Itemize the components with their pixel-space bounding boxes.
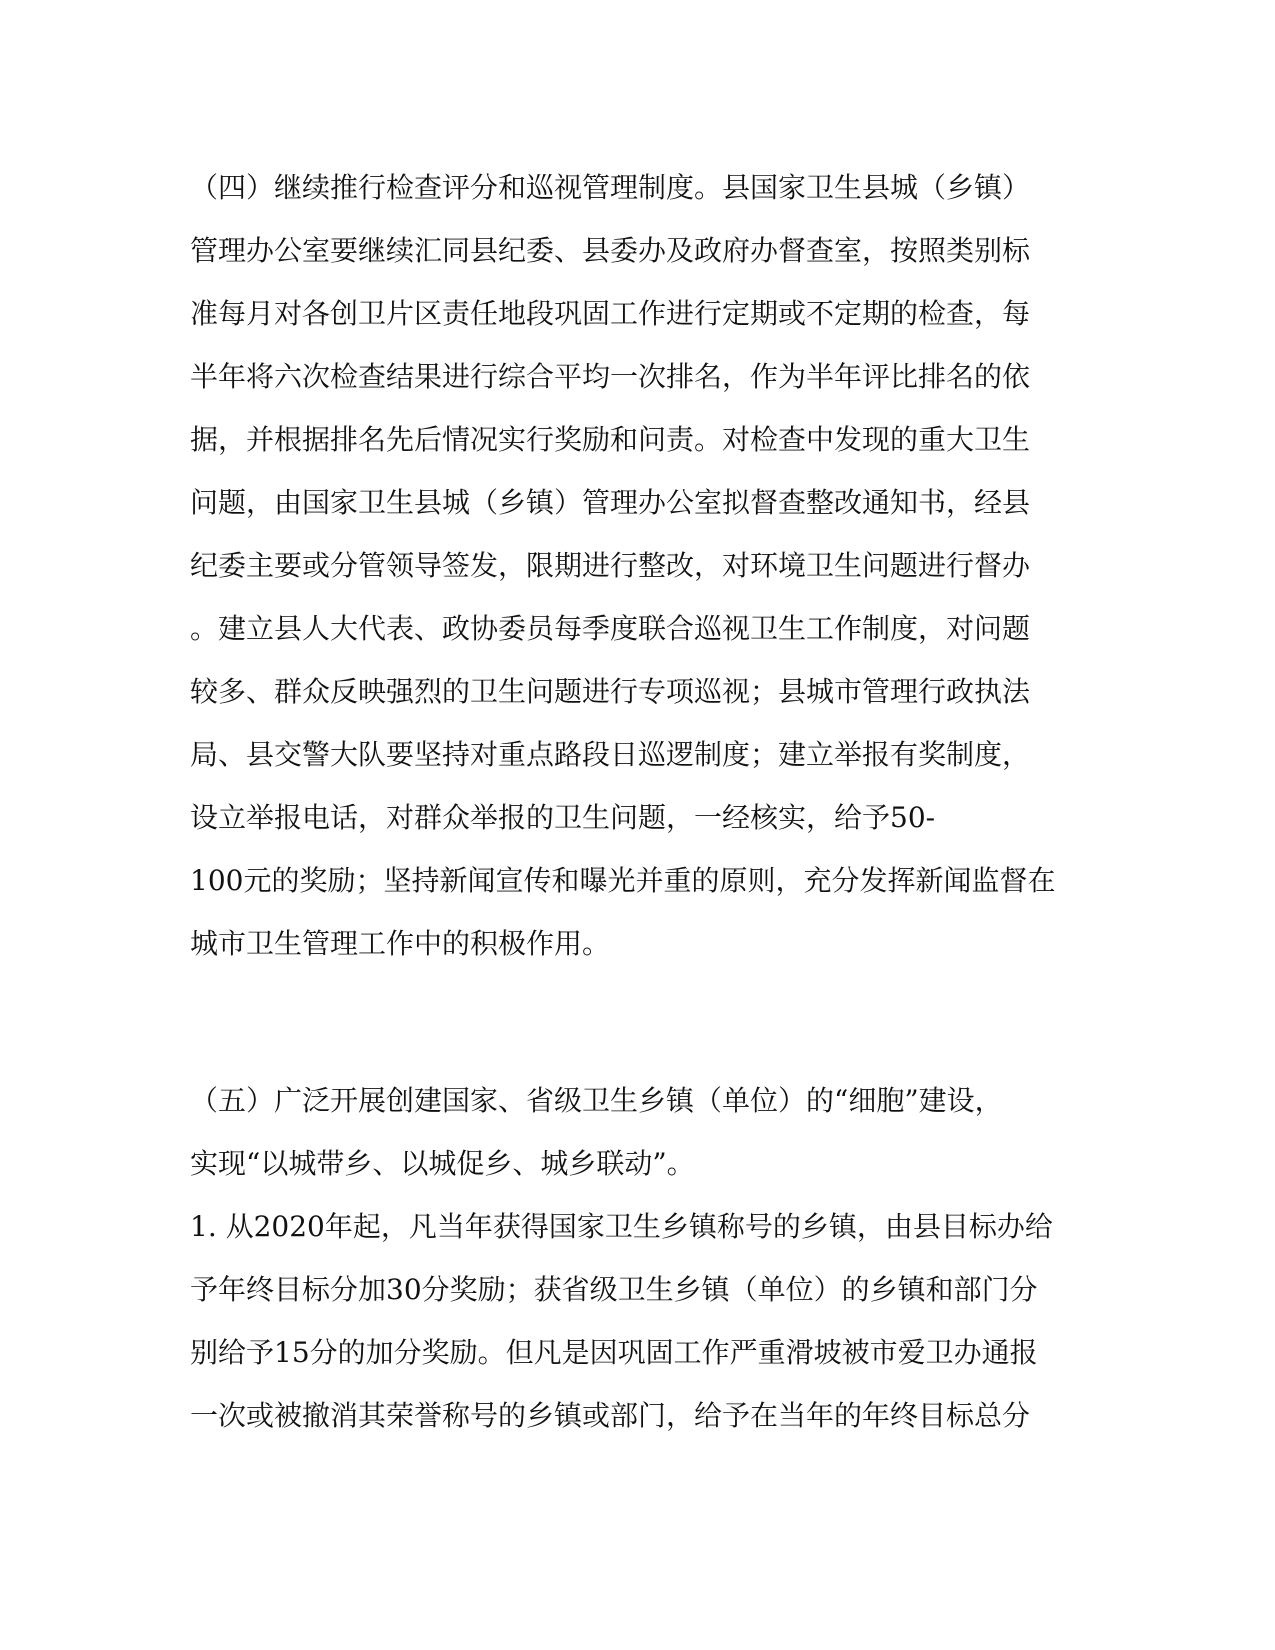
section-four-paragraph	[190, 156, 1090, 975]
text-line: 半年将六次检查结果进行综合平均一次排名，作为半年评比排名的依	[190, 360, 1031, 393]
text-line: 问题，由国家卫生县城（乡镇）管理办公室拟督查整改通知书，经县	[190, 486, 1031, 519]
text-line: 别给予15分的加分奖励。但凡是因巩固工作严重滑坡被市爱卫办通报	[190, 1336, 1038, 1369]
text-line: 设立举报电话，对群众举报的卫生问题，一经核实，给予50-	[190, 801, 936, 834]
text-line: 管理办公室要继续汇同县纪委、县委办及政府办督查室，按照类别标	[190, 234, 1031, 267]
text-line: 准每月对各创卫片区责任地段巩固工作进行定期或不定期的检查，每	[190, 297, 1031, 330]
text-line: （四）继续推行检查评分和巡视管理制度。县国家卫生县城（乡镇）	[190, 171, 1031, 204]
text-line: （五）广泛开展创建国家、省级卫生乡镇（单位）的“细胞”建设，	[190, 1084, 1003, 1117]
text-line: 1. 从2020年起，凡当年获得国家卫生乡镇称号的乡镇，由县目标办给	[190, 1210, 1053, 1243]
text-line: 一次或被撤消其荣誉称号的乡镇或部门，给予在当年的年终目标总分	[190, 1399, 1031, 1432]
text-line: 予年终目标分加30分奖励；获省级卫生乡镇（单位）的乡镇和部门分	[190, 1273, 1038, 1306]
text-line: 100元的奖励；坚持新闻宣传和曝光并重的原则，充分发挥新闻监督在	[190, 864, 1056, 897]
text-line: 局、县交警大队要坚持对重点路段日巡逻制度；建立举报有奖制度，	[190, 738, 1031, 771]
text-line: 较多、群众反映强烈的卫生问题进行专项巡视；县城市管理行政执法	[190, 675, 1031, 708]
text-line: 据，并根据排名先后情况实行奖励和问责。对检查中发现的重大卫生	[190, 423, 1031, 456]
text-line: 。建立县人大代表、政协委员每季度联合巡视卫生工作制度，对问题	[190, 612, 1031, 645]
text-line: 纪委主要或分管领导签发，限期进行整改，对环境卫生问题进行督办	[190, 549, 1031, 582]
text-line: 实现“以城带乡、以城促乡、城乡联动”。	[190, 1147, 695, 1180]
text-line: 城市卫生管理工作中的积极作用。	[190, 927, 611, 960]
section-five-paragraph	[190, 1069, 1090, 1447]
